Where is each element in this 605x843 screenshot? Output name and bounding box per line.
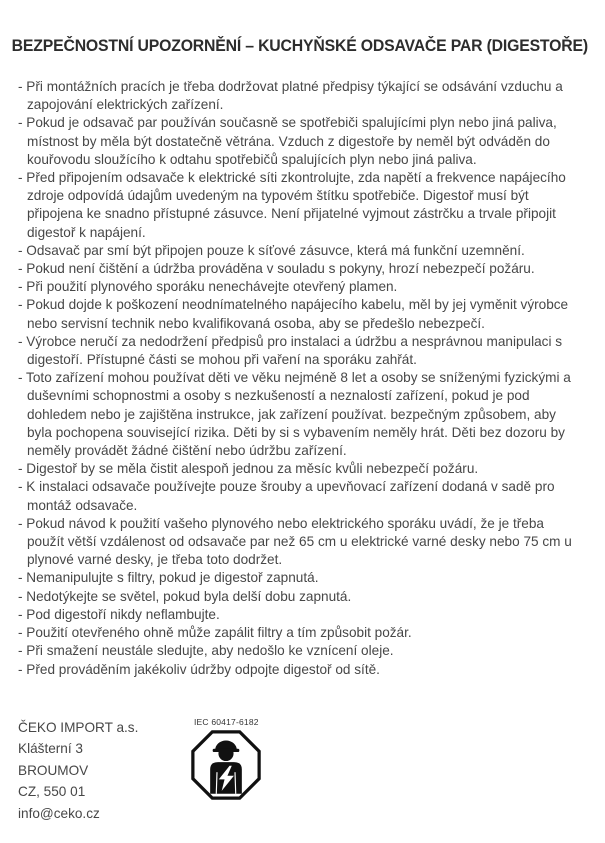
safety-item: - Pokud není čištění a údržba prováděna v souladu s pokyny, hrozí nebezpečí požáru. xyxy=(18,261,535,277)
company-address-block xyxy=(18,717,138,825)
company-email: info@ceko.cz xyxy=(18,806,100,822)
iec-symbol-block xyxy=(183,717,269,801)
safety-item: - Při použití plynového sporáku nenechávejte otevřený plamen. xyxy=(18,279,398,295)
safety-item: - Použití otevřeného ohně může zapálit filtry a tím způsobit požár. xyxy=(18,625,412,641)
installation-by-skilled-person-icon xyxy=(190,729,262,801)
safety-item: - Před prováděním jakékoliv údržby odpojte digestoř od sítě. xyxy=(18,661,380,677)
iec-symbol-label: IEC 60417-6182 xyxy=(194,716,259,727)
company-name: ČEKO IMPORT a.s. xyxy=(18,719,139,735)
title-row xyxy=(11,36,588,56)
safety-item: - Nemanipulujte s filtry, pokud je digestoř zapnutá. xyxy=(18,570,319,586)
safety-instructions-list xyxy=(18,78,584,679)
company-zip: CZ, 550 01 xyxy=(18,784,86,800)
safety-item: - Pokud dojde k poškození neodnímatelného napájecího kabelu, měl by jej vyměnit výrobce nebo servisní technik nebo kvalifikovaná osoba, aby se předešlo nebezpečí. xyxy=(18,297,569,331)
safety-item: - K instalaci odsavače používejte pouze šrouby a upevňovací zařízení dodaná v sadě pro montáž odsavače. xyxy=(18,479,555,513)
safety-item: - Před připojením odsavače k elektrické síti zkontrolujte, zda napětí a frekvence napájecího zdroje odpovídá údajům uvedeným na typovém štítku spotřebiče. Digestoř musí být připojena ke snadno přístupné zásuvce. Není přijatelné vyjmout zástrčku a trvale připojit digestoř k napájení. xyxy=(18,170,566,240)
safety-item: - Při montážních pracích je třeba dodržovat platné předpisy týkající se odsávání vzduchu a zapojování elektrických zařízení. xyxy=(18,79,563,113)
safety-item: - Pokud je odsavač par používán současně se spotřebiči spalujícími plyn nebo jiná paliva, místnost by měla být dostatečně větrána. Vzduch z digestoře by neměl být odváděn do kouřovodu sloužícího k odtahu spotřebičů spalujících plyn nebo jiná paliva. xyxy=(18,115,557,167)
safety-item: - Toto zařízení mohou používat děti ve věku nejméně 8 let a osoby se sníženými fyzickými a duševními schopnostmi a osoby s nezkušeností a neznalostí zařízení, pokud je pod dohledem nebo je zajištěna instrukce, jak zařízení používat. bezpečným způsobem, aby byla pochopena související rizika. Děti by si s vybavením neměly hrát. Děti bez dozoru by neměly provádět žádné čištění nebo údržbu zařízení. xyxy=(18,370,571,459)
footer xyxy=(18,717,581,825)
safety-item: - Nedotýkejte se světel, pokud byla delší dobu zapnutá. xyxy=(18,588,352,604)
company-city: BROUMOV xyxy=(18,762,89,778)
company-street: Klášterní 3 xyxy=(18,741,83,757)
safety-item: - Pokud návod k použití vašeho plynového nebo elektrického sporáku uvádí, že je třeba použít větší vzdálenost od odsavače par než 65 cm u elektrické varné desky nebo 75 cm u plynové varné desky, je třeba toto dodržet. xyxy=(18,515,572,568)
safety-item: - Odsavač par smí být připojen pouze k síťové zásuvce, která má funkční uzemnění. xyxy=(18,242,525,258)
safety-item: - Při smažení neustále sledujte, aby nedošlo ke vznícení oleje. xyxy=(18,643,394,659)
safety-item: - Pod digestoří nikdy neflambujte. xyxy=(18,606,220,622)
safety-item: - Výrobce neručí za nedodržení předpisů pro instalaci a údržbu a nesprávnou manipulaci s digestoří. Přístupné části se mohou při vaření na sporáku zahřát. xyxy=(18,333,563,368)
safety-item: - Digestoř by se měla čistit alespoň jednou za měsíc kvůli nebezpečí požáru. xyxy=(18,461,479,477)
page-title: BEZPEČNOSTNÍ UPOZORNĚNÍ – KUCHYŇSKÉ ODSAVAČE PAR (DIGESTOŘE) xyxy=(11,36,588,55)
